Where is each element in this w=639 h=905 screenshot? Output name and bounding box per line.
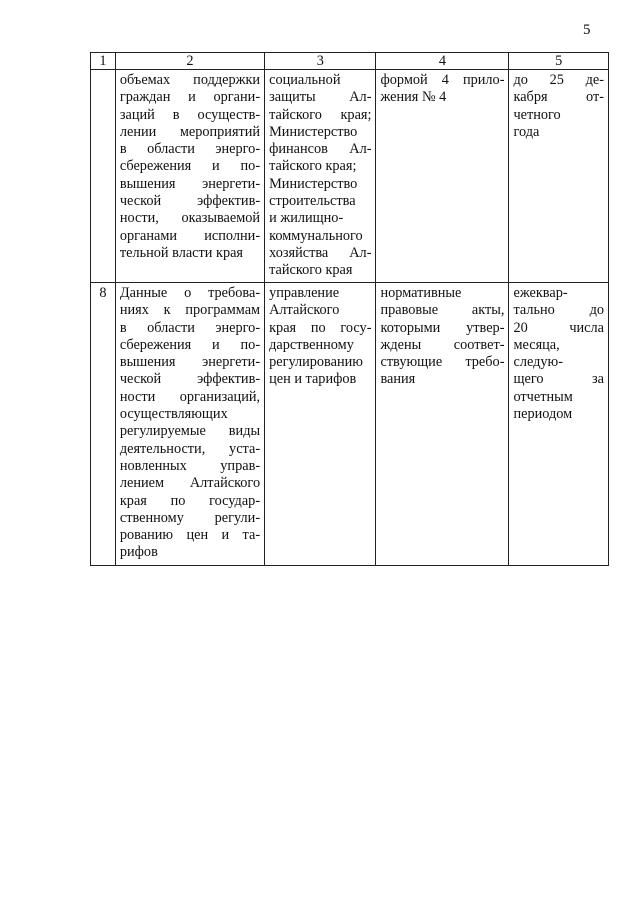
cell-text-line: защиты Ал- xyxy=(269,89,372,106)
cell-text-line: ности организаций, xyxy=(119,388,261,405)
cell-text-line: новленных управ- xyxy=(119,457,261,474)
cell-text-line: года xyxy=(513,123,540,140)
cell-text-line: цен и тарифов xyxy=(269,371,357,388)
cell-text-line: четного xyxy=(513,106,561,123)
page-number: 5 xyxy=(583,22,591,38)
cell-text-line: правовые акты, xyxy=(380,302,505,319)
cell-text-line: ственному регули- xyxy=(119,509,261,526)
cell-text-line: социальной xyxy=(269,72,341,88)
cell-text-line: отчетным xyxy=(513,388,573,405)
cell-text-line: Данные о требова- xyxy=(119,285,261,301)
cell-text-line: ниях к программам xyxy=(119,302,261,319)
cell-text-line: сбережения и по- xyxy=(119,158,261,175)
cell-text-line: органами исполни- xyxy=(119,227,261,244)
cell-deadline xyxy=(509,283,609,566)
cell-text-line: ждены соответ- xyxy=(380,336,505,353)
cell-text-line: вания xyxy=(380,371,416,388)
cell-text-line: ческой эффектив- xyxy=(119,193,261,210)
row-number xyxy=(91,70,116,283)
column-header: 3 xyxy=(265,53,376,70)
cell-text-line: в области энерго- xyxy=(119,141,261,158)
cell-text-line: осуществляющих xyxy=(119,406,228,423)
cell-text-line: Министерство xyxy=(269,175,358,192)
reporting-table xyxy=(90,52,609,566)
table-row xyxy=(91,70,609,283)
cell-text-line: вышения энергети- xyxy=(119,175,261,192)
cell-form xyxy=(376,70,509,283)
cell-text-line: в области энерго- xyxy=(119,319,261,336)
cell-text-line: объемах поддержки xyxy=(119,72,261,88)
cell-text-line: тельной власти края xyxy=(119,244,244,261)
cell-responsible xyxy=(265,70,376,283)
cell-data-description xyxy=(115,70,264,283)
cell-text-line: жения № 4 xyxy=(380,89,447,106)
table-header-row xyxy=(91,53,609,70)
cell-text-line: тайского края; xyxy=(269,158,357,175)
cell-text-line: нормативные xyxy=(380,285,462,301)
row-number: 8 xyxy=(91,283,116,566)
cell-text-line: сбережения и по- xyxy=(119,336,261,353)
cell-text-line: ежеквар- xyxy=(513,285,568,301)
cell-text-line: месяца, xyxy=(513,336,560,353)
cell-text-line: ствующие требо- xyxy=(380,354,505,371)
cell-deadline xyxy=(509,70,609,283)
cell-text-line: финансов Ал- xyxy=(269,141,372,158)
cell-text-line: регулированию xyxy=(269,354,363,371)
column-header: 2 xyxy=(115,53,264,70)
cell-text-line: края по государ- xyxy=(119,492,261,509)
cell-text-line: тайского края xyxy=(269,262,353,279)
cell-text-line: края по госу- xyxy=(269,319,372,336)
cell-text-line: дарственному xyxy=(269,336,354,353)
cell-text-line: кабря от- xyxy=(513,89,604,106)
cell-text-line: лением Алтайского xyxy=(119,475,261,492)
cell-text-line: до 25 де- xyxy=(513,72,604,88)
cell-text-line: коммунального xyxy=(269,227,363,244)
cell-text-line: рованию цен и та- xyxy=(119,527,261,544)
cell-text-line: тайского края; xyxy=(269,106,372,123)
cell-text-line: щего за xyxy=(513,371,604,388)
cell-text-line: деятельности, уста- xyxy=(119,440,261,457)
cell-text-line: ческой эффектив- xyxy=(119,371,261,388)
cell-text-line: лении мероприятий xyxy=(119,123,261,140)
cell-text-line: формой 4 прило- xyxy=(380,72,505,88)
cell-text-line: тально до xyxy=(513,302,604,319)
column-header: 4 xyxy=(376,53,509,70)
cell-text-line: строительства xyxy=(269,193,356,210)
cell-text-line: хозяйства Ал- xyxy=(269,244,372,261)
cell-text-line: и жилищно- xyxy=(269,210,344,227)
cell-text-line: следую- xyxy=(513,354,563,371)
cell-text-line: периодом xyxy=(513,406,573,423)
cell-text-line: рифов xyxy=(119,544,158,561)
cell-text-line: которыми утвер- xyxy=(380,319,505,336)
column-header: 5 xyxy=(509,53,609,70)
table-row xyxy=(91,283,609,566)
cell-text-line: Министерство xyxy=(269,123,358,140)
cell-text-line: регулируемые виды xyxy=(119,423,261,440)
cell-data-description xyxy=(115,283,264,566)
cell-responsible xyxy=(265,283,376,566)
cell-text-line: управление xyxy=(269,285,340,301)
cell-text-line: 20 числа xyxy=(513,319,604,336)
column-header: 1 xyxy=(91,53,116,70)
cell-text-line: граждан и органи- xyxy=(119,89,261,106)
cell-form xyxy=(376,283,509,566)
cell-text-line: заций в осуществ- xyxy=(119,106,261,123)
cell-text-line: Алтайского xyxy=(269,302,340,319)
cell-text-line: ности, оказываемой xyxy=(119,210,261,227)
cell-text-line: вышения энергети- xyxy=(119,354,261,371)
